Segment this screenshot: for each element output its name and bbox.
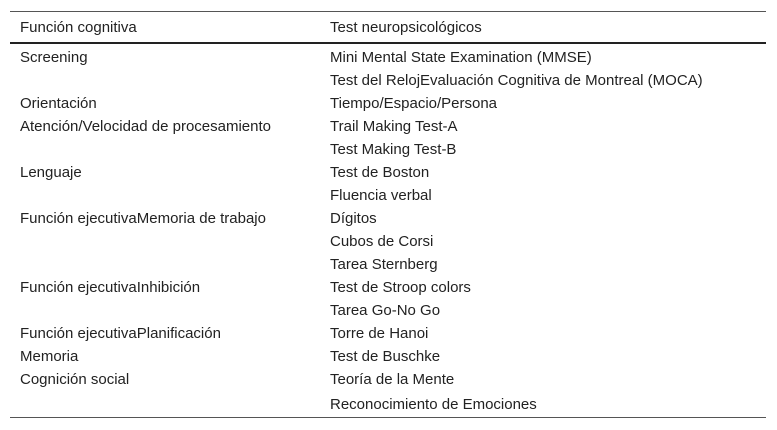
cell-neuropsych-test: Tarea Sternberg xyxy=(330,256,438,273)
table-row xyxy=(10,391,766,418)
table-row xyxy=(10,322,766,345)
cell-cognitive-function xyxy=(10,253,320,276)
cell-neuropsych-test: Mini Mental State Examination (MMSE) xyxy=(330,49,592,66)
cell-cognitive-function xyxy=(10,299,320,322)
cell-cognitive-function: Memoria xyxy=(20,348,79,365)
cell-cognitive-function: Orientación xyxy=(20,95,97,112)
table-row xyxy=(10,138,766,161)
cell-neuropsych-test: Tarea Go-No Go xyxy=(330,302,441,319)
cell-cognitive-function: Función ejecutivaInhibición xyxy=(20,279,201,296)
table-body xyxy=(10,43,766,418)
table-row xyxy=(10,43,766,69)
cell-neuropsych-test: Test de Buschke xyxy=(330,348,441,365)
table-header xyxy=(10,12,766,44)
cell-neuropsych-test: Test de Boston xyxy=(330,164,430,181)
cognitive-tests-table xyxy=(10,11,766,418)
tests-table-container xyxy=(10,11,766,418)
table-row xyxy=(10,69,766,92)
cell-neuropsych-test: Torre de Hanoi xyxy=(330,325,429,342)
table-row xyxy=(10,276,766,299)
table-row xyxy=(10,230,766,253)
table-row xyxy=(10,207,766,230)
cell-neuropsych-test: Fluencia verbal xyxy=(330,187,432,204)
cell-neuropsych-test: Dígitos xyxy=(330,210,377,227)
table-row xyxy=(10,161,766,184)
cell-cognitive-function xyxy=(10,230,320,253)
cell-neuropsych-test: Teoría de la Mente xyxy=(330,371,455,388)
cell-neuropsych-test: Test Making Test-B xyxy=(330,141,457,158)
cell-cognitive-function: Atención/Velocidad de procesamiento xyxy=(20,118,272,135)
cell-cognitive-function: Cognición social xyxy=(20,371,130,388)
cell-cognitive-function: Lenguaje xyxy=(20,164,82,181)
cell-neuropsych-test: Test del RelojEvaluación Cognitiva de Montreal (MOCA) xyxy=(330,72,703,89)
cell-neuropsych-test: Cubos de Corsi xyxy=(330,233,434,250)
header-row xyxy=(10,12,766,44)
header-neuropsych-tests: Test neuropsicológicos xyxy=(330,18,482,36)
cell-neuropsych-test: Tiempo/Espacio/Persona xyxy=(330,95,498,112)
table-row xyxy=(10,115,766,138)
table-row xyxy=(10,345,766,368)
cell-cognitive-function xyxy=(10,391,320,418)
cell-cognitive-function xyxy=(10,138,320,161)
cell-cognitive-function xyxy=(10,69,320,92)
cell-cognitive-function xyxy=(10,184,320,207)
table-row xyxy=(10,253,766,276)
cell-neuropsych-test: Reconocimiento de Emociones xyxy=(330,395,537,413)
table-row xyxy=(10,184,766,207)
table-row xyxy=(10,368,766,391)
cell-neuropsych-test: Test de Stroop colors xyxy=(330,279,471,296)
table-row xyxy=(10,92,766,115)
header-cognitive-function: Función cognitiva xyxy=(20,18,137,36)
cell-neuropsych-test: Trail Making Test-A xyxy=(330,118,458,135)
table-row xyxy=(10,299,766,322)
cell-cognitive-function: Screening xyxy=(20,49,88,66)
cell-cognitive-function: Función ejecutivaPlanificación xyxy=(20,325,221,342)
cell-cognitive-function: Función ejecutivaMemoria de trabajo xyxy=(20,210,266,227)
